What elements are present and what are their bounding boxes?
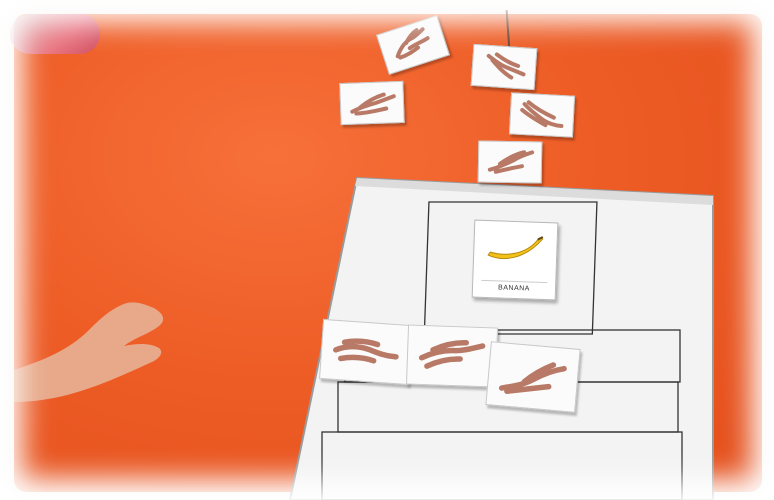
hand-sign-icon (515, 98, 569, 133)
sign-card-loose-2[interactable] (471, 44, 538, 90)
sign-card-placed-2[interactable] (406, 324, 498, 387)
child-hand (14, 290, 184, 410)
hand-sign-icon (328, 327, 405, 376)
sign-card-loose-5[interactable] (478, 140, 543, 183)
banana-icon (484, 229, 547, 271)
hand-sign-icon (477, 49, 531, 85)
picture-card-banana[interactable] (472, 220, 559, 301)
hand-sign-icon (484, 146, 537, 179)
hand-sign-icon (345, 86, 398, 120)
sign-card-loose-4[interactable] (509, 92, 575, 137)
hand-sign-icon (414, 333, 489, 380)
picture-card-label: BANANA (481, 280, 547, 293)
sign-card-placed-1[interactable] (319, 319, 413, 385)
sign-card-loose-3[interactable] (339, 81, 404, 125)
sign-card-placed-3[interactable] (485, 341, 580, 413)
hand-sign-icon (494, 352, 572, 402)
